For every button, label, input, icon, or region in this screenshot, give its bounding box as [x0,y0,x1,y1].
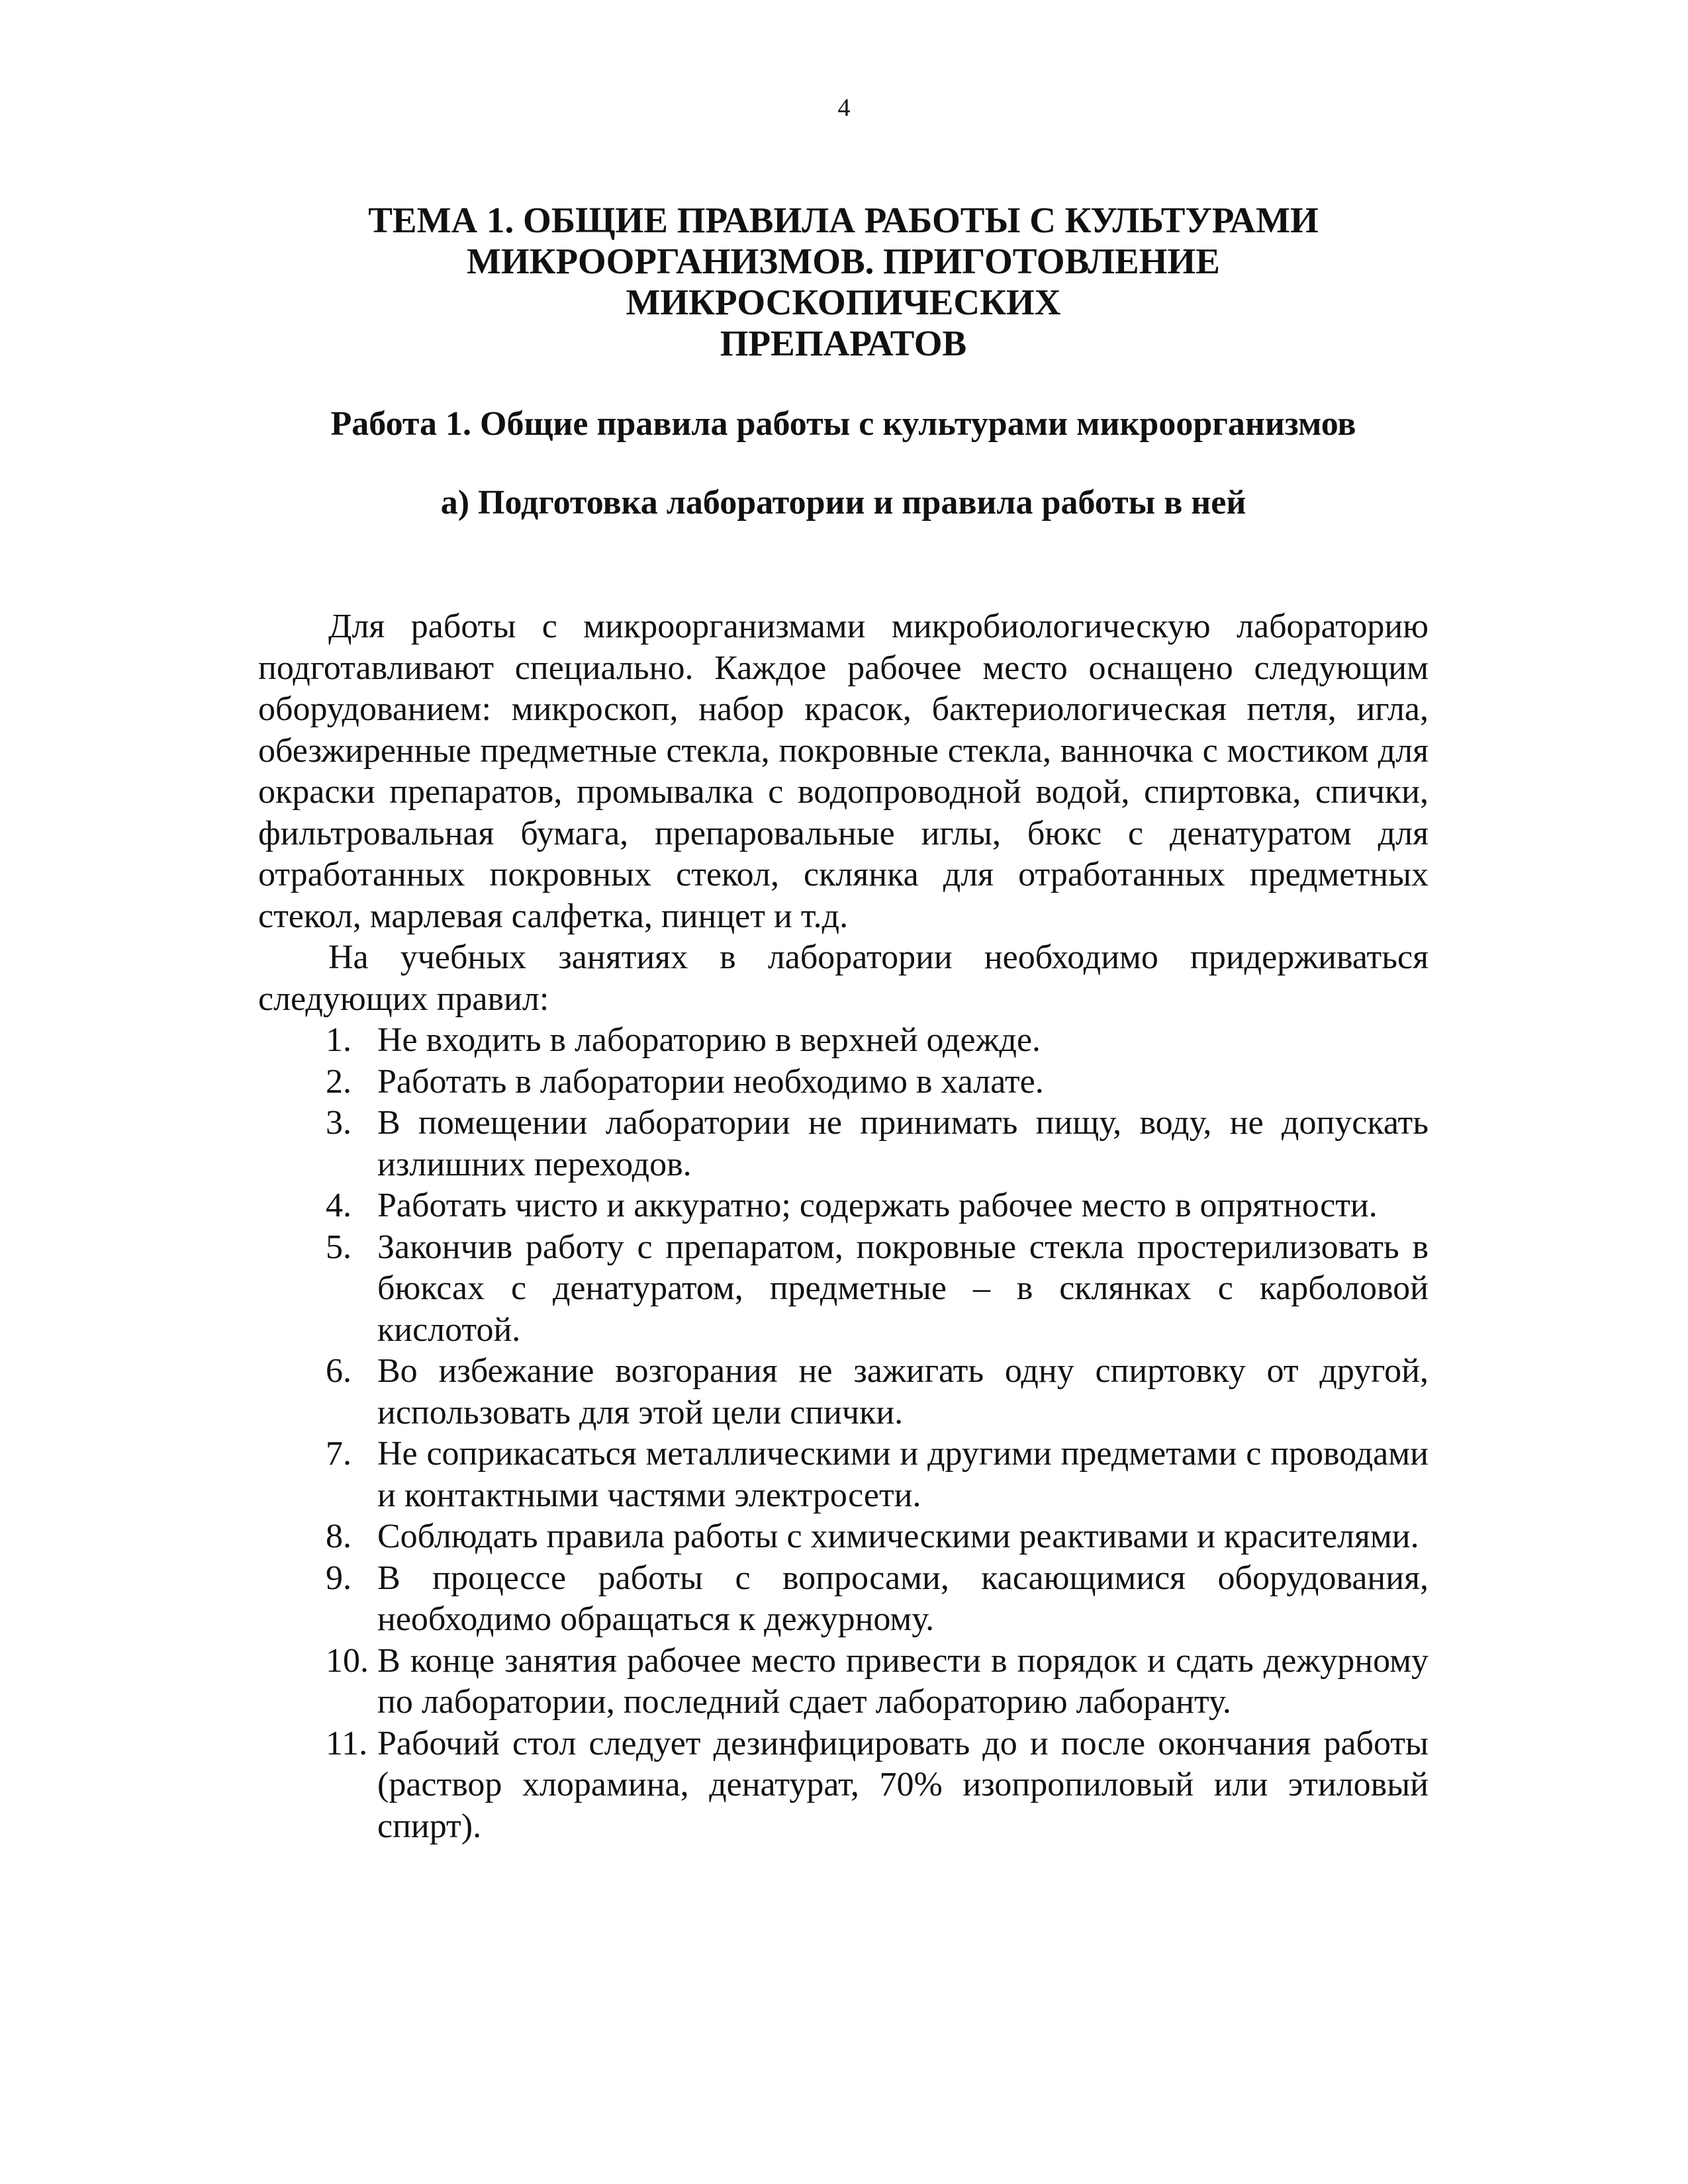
intro-paragraph: Для работы с микроорганизмами микробиологическую лабораторию подготавливают специально. Каждое рабочее место оснащено следующим оборудованием: микроскоп, набор красок, бактериологическая петля, игла, обезжиренные предметные стекла, покровные стекла, ванночка с мостиком для окраски препаратов, промывалка с водопроводной водой, спиртовка, спички, фильтровальная бумага, препаровальные иглы, бюкс с денатуратом для отработанных покровных стекол, склянка для отработанных предметных стекол, марлевая салфетка, пинцет и т.д. [258,608,1429,935]
chapter-title-line-1: ТЕМА 1. ОБЩИЕ ПРАВИЛА РАБОТЫ С КУЛЬТУРАМИ [368,200,1319,240]
list-item-number: 6. [326,1352,352,1390]
list-item-text: В процессе работы с вопросами, касающимися оборудования, необходимо обращаться к дежурному. [377,1559,1429,1638]
chapter-title-line-2: МИКРООРГАНИЗМОВ. ПРИГОТОВЛЕНИЕ МИКРОСКОПИЧЕСКИХ [466,241,1220,322]
list-item-number: 5. [326,1228,352,1266]
list-item [258,1227,1429,1351]
list-item [258,1516,1429,1558]
list-item [258,1558,1429,1641]
list-item-text: В помещении лаборатории не принимать пищу, воду, не допускать излишних переходов. [377,1104,1429,1183]
list-item [258,1062,1429,1103]
list-item [258,1103,1429,1185]
list-item-text: Рабочий стол следует дезинфицировать до и после окончания работы (раствор хлорамина, денатурат, 70% изопропиловый или этиловый спирт). [377,1724,1429,1845]
list-item-text: Работать в лаборатории необходимо в халате. [377,1062,1044,1101]
list-item [258,1185,1429,1227]
list-item-number: 7. [326,1435,352,1473]
list-item-number: 8. [326,1518,352,1555]
list-item-text: Не соприкасаться металлическими и другими предметами с проводами и контактными частями электросети. [377,1435,1429,1514]
rules-list [258,1020,1429,1847]
chapter-title [258,200,1429,364]
rules-intro-paragraph: На учебных занятиях в лаборатории необходимо придерживаться следующих правил: [258,938,1429,1018]
list-item-number: 1. [326,1021,352,1059]
list-item-number: 4. [326,1187,352,1224]
list-item-number: 3. [326,1104,352,1142]
list-item [258,1723,1429,1848]
page-number: 4 [837,94,851,122]
work-title: Работа 1. Общие правила работы с культурами микроорганизмов [330,405,1356,443]
list-item [258,1020,1429,1062]
list-item-text: Соблюдать правила работы с химическими реактивами и красителями. [377,1518,1419,1555]
list-item-text: Работать чисто и аккуратно; содержать рабочее место в опрятности. [377,1187,1378,1224]
list-item-text: Закончив работу с препаратом, покровные стекла простерилизовать в бюксах с денатуратом, предметные – в склянках с карболовой кислотой. [377,1228,1429,1349]
list-item-text: Во избежание возгорания не зажигать одну спиртовку от другой, использовать для этой цели спички. [377,1352,1429,1432]
list-item-number: 2. [326,1062,352,1101]
list-item-number: 11. [326,1724,368,1762]
list-item [258,1641,1429,1723]
list-item-number: 9. [326,1559,352,1597]
list-item [258,1351,1429,1433]
list-item-text: В конце занятия рабочее место привести в порядок и сдать дежурному по лаборатории, последний сдает лабораторию лаборанту. [377,1641,1429,1721]
list-item-number: 10. [326,1641,369,1680]
chapter-title-line-3: ПРЕПАРАТОВ [720,323,967,363]
section-title: а) Подготовка лаборатории и правила работы в ней [440,484,1246,522]
document-body [258,200,1429,1847]
list-item [258,1433,1429,1516]
list-item-text: Не входить в лабораторию в верхней одежде. [377,1021,1041,1059]
